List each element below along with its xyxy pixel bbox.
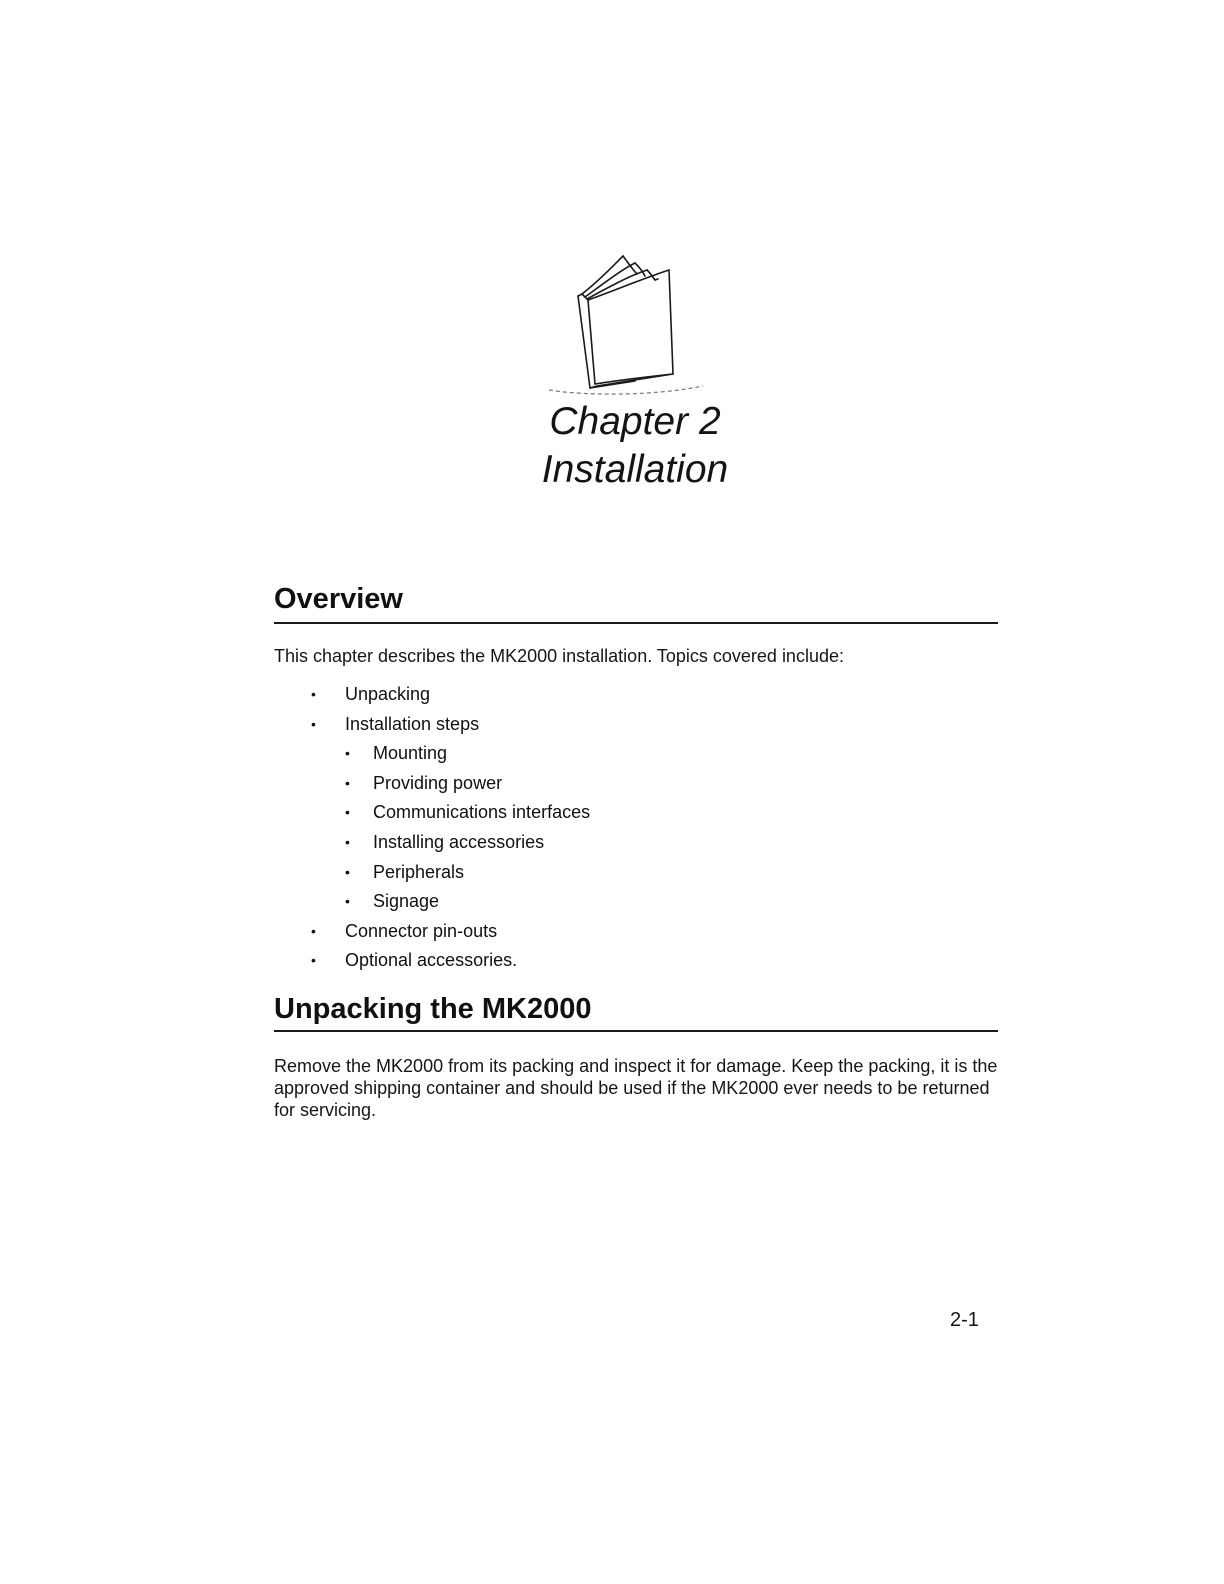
chapter-name: Installation bbox=[541, 448, 729, 491]
bullet-icon: • bbox=[345, 893, 350, 910]
list-item: • Installation steps bbox=[311, 713, 480, 734]
bullet-icon: • bbox=[345, 833, 350, 850]
list-item: • Mounting bbox=[345, 743, 448, 764]
list-item: • Installing accessories bbox=[345, 831, 545, 852]
bullet-icon: • bbox=[311, 686, 316, 702]
bullet-icon: • bbox=[345, 745, 350, 762]
bullet-icon: • bbox=[311, 952, 316, 969]
open-book-icon bbox=[545, 250, 710, 398]
list-item: • Communications interfaces bbox=[345, 802, 591, 823]
bullet-icon: • bbox=[345, 774, 350, 791]
page-number: 2-1 bbox=[950, 1309, 979, 1331]
bullet-icon: • bbox=[311, 715, 316, 732]
list-item: • Peripherals bbox=[345, 861, 465, 882]
bullet-icon: • bbox=[311, 922, 316, 939]
topics-list bbox=[274, 682, 590, 978]
unpacking-divider bbox=[274, 1030, 998, 1032]
unpacking-heading: Unpacking the MK2000 bbox=[274, 993, 592, 1025]
chapter-title bbox=[470, 398, 800, 494]
list-item: • Unpacking bbox=[311, 684, 431, 704]
bullet-icon: • bbox=[345, 804, 350, 821]
list-item: • Optional accessories. bbox=[311, 950, 518, 971]
list-item: • Providing power bbox=[345, 772, 503, 793]
unpacking-body: Remove the MK2000 from its packing and inspect it for damage. Keep the packing, it is the approved shipping container and should be used if the MK2000 ever needs to be returned for servicing. bbox=[274, 1056, 998, 1120]
bullet-icon: • bbox=[345, 863, 350, 880]
overview-divider bbox=[274, 622, 998, 624]
overview-heading: Overview bbox=[274, 583, 403, 615]
chapter-number: Chapter 2 bbox=[549, 400, 721, 443]
overview-intro: This chapter describes the MK2000 installation. Topics covered include: bbox=[274, 646, 844, 666]
list-item: • Connector pin-outs bbox=[311, 920, 498, 941]
list-item: • Signage bbox=[345, 891, 440, 912]
